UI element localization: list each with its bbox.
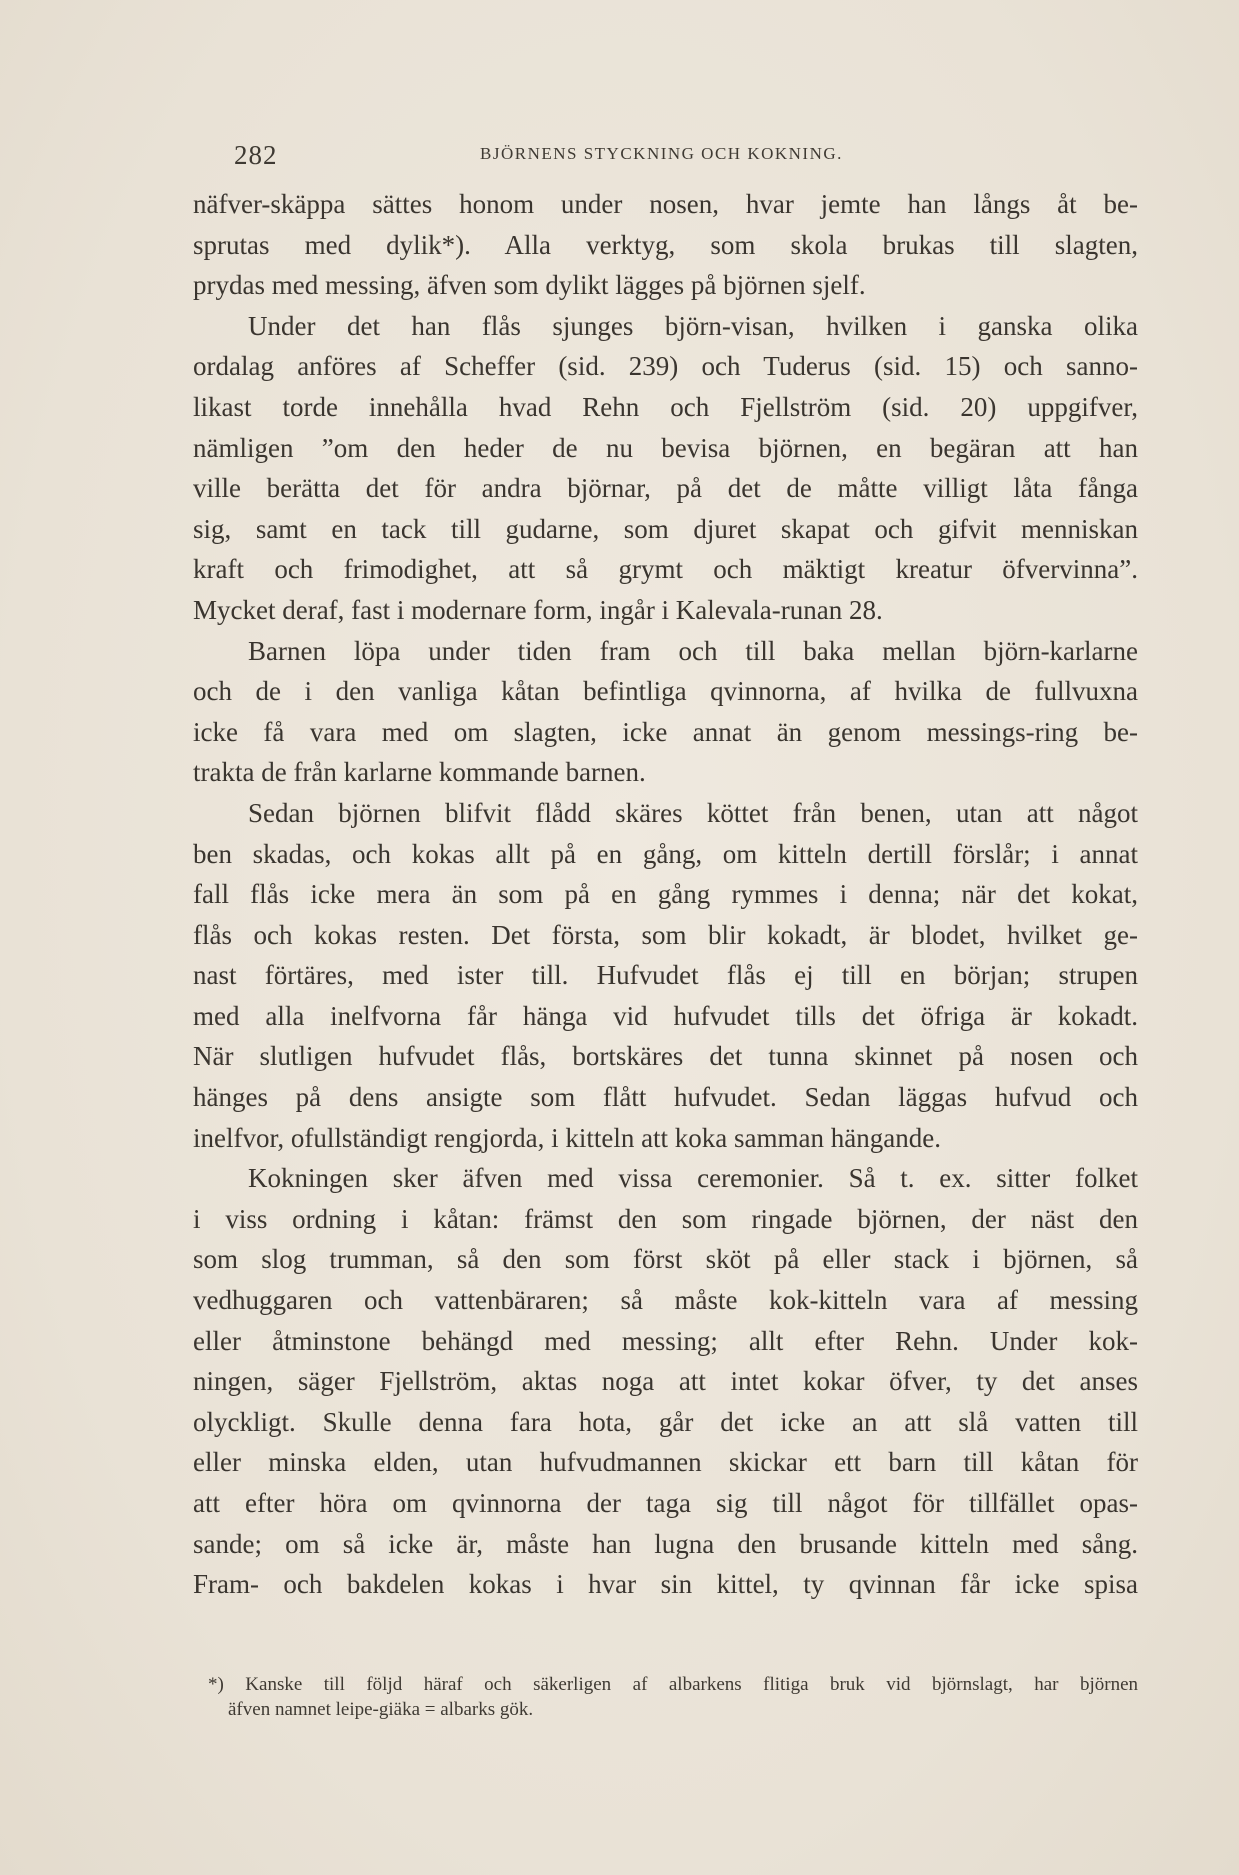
text-line: Under det han flås sjunges björn-visan, hvilken i ganska olika xyxy=(248,310,1138,341)
text-line: kraft och frimodighet, att så grymt och mäktigt kreatur öfvervinna”. xyxy=(193,554,1138,585)
text-line: sprutas med dylik*). Alla verktyg, som skola brukas till slagten, xyxy=(193,229,1138,260)
text-line: olyckligt. Skulle denna fara hota, går det icke an att slå vatten till xyxy=(193,1406,1138,1437)
text-line: inelfvor, ofullständigt rengjorda, i kitteln att koka samman hängande. xyxy=(193,1122,941,1153)
text-line: trakta de från karlarne kommande barnen. xyxy=(193,757,646,788)
text-line: ningen, säger Fjellström, aktas noga att intet kokar öfver, ty det anses xyxy=(193,1366,1138,1397)
text-line: ville berätta det för andra björnar, på det de måtte villigt låta fånga xyxy=(193,473,1138,504)
text-line: att efter höra om qvinnorna der taga sig till något för tillfället opas- xyxy=(193,1488,1138,1518)
text-line: i viss ordning i kåtan: främst den som ringade björnen, der näst den xyxy=(193,1203,1138,1234)
body-text xyxy=(193,184,1138,1605)
running-head xyxy=(234,140,1146,174)
text-line: ben skadas, och kokas allt på en gång, om kitteln dertill förslår; i annat xyxy=(193,838,1138,869)
text-line: likast torde innehålla hvad Rehn och Fjellström (sid. 20) uppgifver, xyxy=(193,391,1138,422)
text-line: sande; om så icke är, måste han lugna den brusande kitteln med sång. xyxy=(193,1528,1138,1559)
page-number: 282 xyxy=(234,140,278,170)
text-line: Sedan björnen blifvit flådd skäres köttet från benen, utan att något xyxy=(248,797,1138,828)
footnote-line: äfven namnet leipe-giäka = albarks gök. xyxy=(228,1699,534,1720)
text-line: och de i den vanliga kåtan befintliga qvinnorna, af hvilka de fullvuxna xyxy=(193,676,1138,707)
text-line: eller minska elden, utan hufvudmannen skickar ett barn till kåtan för xyxy=(193,1447,1138,1478)
text-line: som slog trumman, så den som först sköt på eller stack i björnen, så xyxy=(193,1244,1138,1275)
text-line: Barnen löpa under tiden fram och till baka mellan björn-karlarne xyxy=(248,635,1138,666)
text-line: ordalag anföres af Scheffer (sid. 239) och Tuderus (sid. 15) och sanno- xyxy=(193,351,1138,382)
text-line: fall flås icke mera än som på en gång rymmes i denna; när det kokat, xyxy=(193,879,1138,910)
footnotes xyxy=(208,1672,1138,1722)
text-line: näfver-skäppa sättes honom under nosen, hvar jemte han långs åt be- xyxy=(193,189,1138,219)
text-line: prydas med messing, äfven som dylikt lägges på björnen sjelf. xyxy=(193,270,866,301)
text-line: Kokningen sker äfven med vissa ceremonier. Så t. ex. sitter folket xyxy=(248,1163,1138,1194)
running-title: BJÖRNENS STYCKNING OCH KOKNING. xyxy=(480,144,843,163)
footnote-line: *) Kanske till följd häraf och säkerligen af albarkens flitiga bruk vid björnslagt, har björnen xyxy=(208,1674,1138,1695)
text-line: eller åtminstone behängd med messing; allt efter Rehn. Under kok- xyxy=(193,1325,1138,1356)
text-line: icke få vara med om slagten, icke annat än genom messings-ring be- xyxy=(193,716,1138,747)
text-line: Fram- och bakdelen kokas i hvar sin kittel, ty qvinnan får icke spisa xyxy=(193,1569,1138,1600)
text-line: vedhuggaren och vattenbäraren; så måste kok-kitteln vara af messing xyxy=(193,1285,1138,1316)
text-line: nast förtäres, med ister till. Hufvudet flås ej till en början; strupen xyxy=(193,960,1138,991)
text-line: hänges på dens ansigte som flått hufvudet. Sedan läggas hufvud och xyxy=(193,1082,1138,1113)
text-line: flås och kokas resten. Det första, som blir kokadt, är blodet, hvilket ge- xyxy=(193,919,1138,950)
text-line: När slutligen hufvudet flås, bortskäres det tunna skinnet på nosen och xyxy=(193,1041,1138,1072)
text-line: sig, samt en tack till gudarne, som djuret skapat och gifvit menniskan xyxy=(193,513,1138,544)
text-line: med alla inelfvorna får hänga vid hufvudet tills det öfriga är kokadt. xyxy=(193,1000,1138,1031)
text-line: Mycket deraf, fast i modernare form, ingår i Kalevala-runan 28. xyxy=(193,594,883,625)
text-line: nämligen ”om den heder de nu bevisa björnen, en begäran att han xyxy=(193,432,1138,463)
